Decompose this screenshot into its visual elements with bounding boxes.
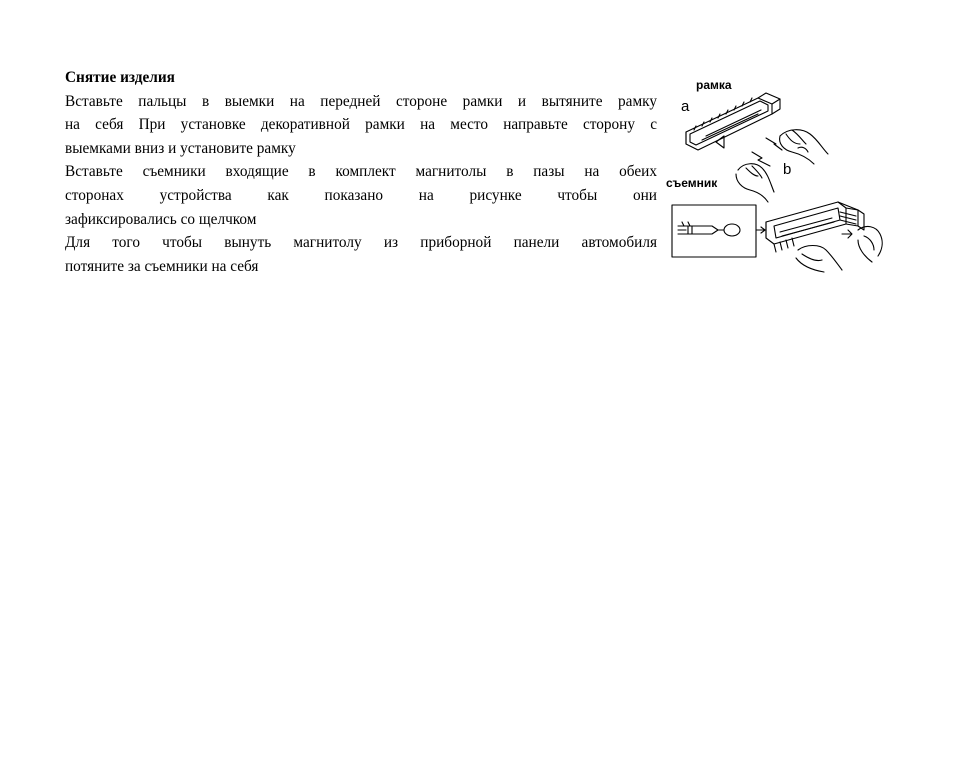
- instruction-text: [65, 66, 657, 278]
- text-line: Для того чтобы вынуть магнитолу из приборной панели автомобиля: [65, 234, 657, 252]
- text-line: выемками вниз и установите рамку: [65, 139, 296, 157]
- label-letter-a: a: [681, 98, 690, 115]
- paragraph-remove-frame: [65, 90, 657, 161]
- label-letter-b: b: [783, 161, 792, 178]
- paragraph-pull-out: [65, 231, 657, 278]
- text-line: сторонах устройства как показано на рисунке чтобы они: [65, 186, 657, 204]
- label-remover: съемник: [666, 176, 718, 190]
- text-line: на себя При установке декоративной рамки на место направьте сторону с: [65, 116, 657, 134]
- text-line: Вставьте пальцы в выемки на передней стороне рамки и вытяните рамку: [65, 92, 657, 110]
- section-heading: Снятие изделия: [65, 69, 175, 86]
- label-frame: рамка: [696, 78, 732, 92]
- text-line: потяните за съемники на себя: [65, 257, 259, 275]
- text-line: Вставьте съемники входящие в комплект магнитолы в пазы на обеих: [65, 163, 657, 181]
- text-line: зафиксировались со щелчком: [65, 210, 257, 228]
- paragraph-insert-removers: [65, 160, 657, 231]
- removal-illustration: [662, 74, 892, 280]
